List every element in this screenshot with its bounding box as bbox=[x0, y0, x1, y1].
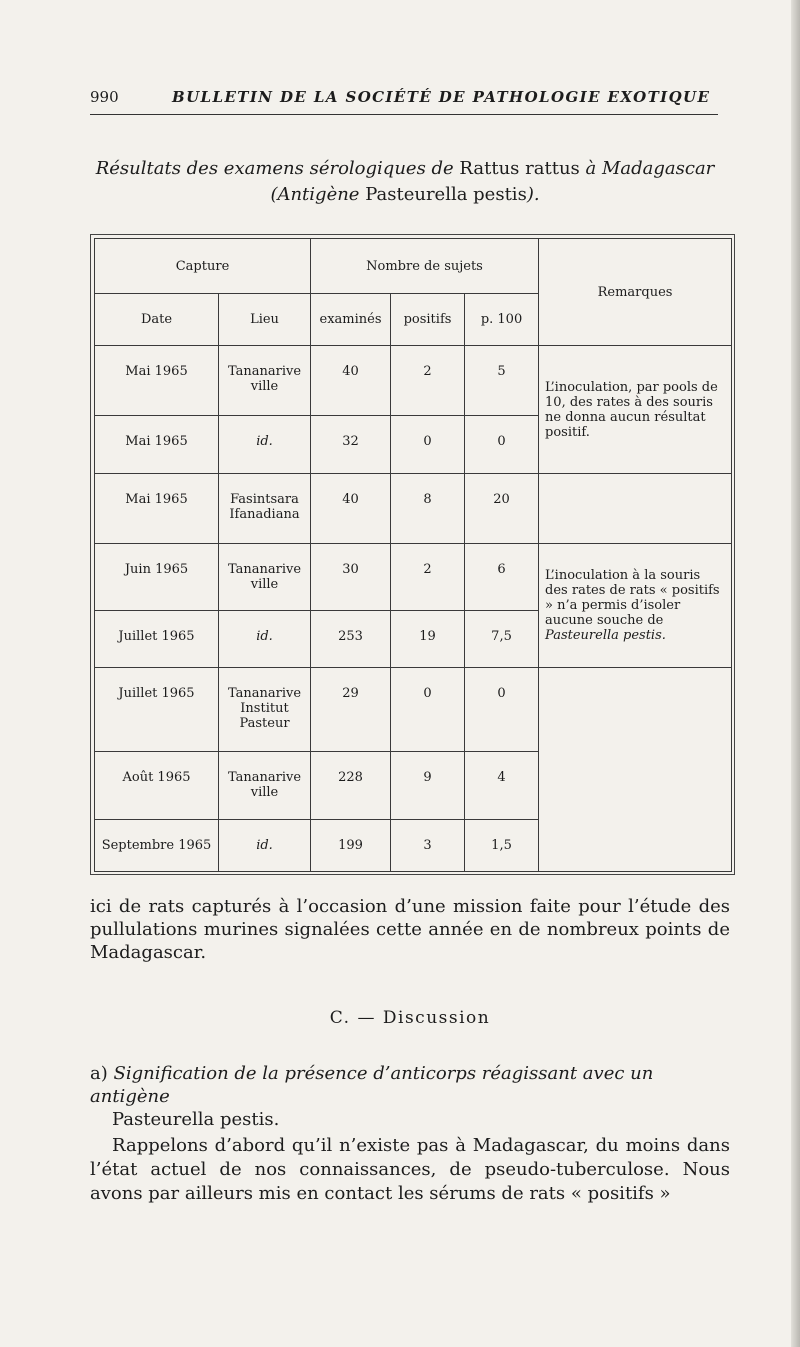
header-date: Date bbox=[95, 294, 219, 346]
cell-date: Mai 1965 bbox=[95, 416, 219, 474]
subsection-title: Signification de la présence d’anticorps réagissant avec un antigène bbox=[90, 1063, 654, 1107]
section-heading: C. — Discussion bbox=[329, 1008, 491, 1028]
cell-date: Mai 1965 bbox=[95, 474, 219, 544]
header-positifs: positifs bbox=[391, 294, 465, 346]
cell-date: Juillet 1965 bbox=[95, 668, 219, 752]
header-capture: Capture bbox=[95, 239, 311, 294]
table-row bbox=[95, 346, 732, 416]
remark-cell-1: L’inoculation, par pools de 10, des rates à des souris ne donna aucun résultat positif. bbox=[539, 346, 732, 474]
table-row bbox=[95, 668, 732, 752]
table-title bbox=[90, 156, 720, 208]
subsection-title-antigen: Pasteurella pestis. bbox=[112, 1109, 280, 1130]
cell-examines: 228 bbox=[311, 752, 391, 820]
cell-pct: 0 bbox=[465, 668, 539, 752]
table-row bbox=[95, 474, 732, 544]
header-examines: examinés bbox=[311, 294, 391, 346]
table-title-line-2: (Antigène Pasteurella pestis). bbox=[270, 184, 540, 205]
header-lieu: Lieu bbox=[219, 294, 311, 346]
cell-positifs: 9 bbox=[391, 752, 465, 820]
cell-lieu: id. bbox=[219, 416, 311, 474]
cell-lieu: Tananarive Institut Pasteur bbox=[219, 668, 311, 752]
remark-cell-empty bbox=[539, 474, 732, 544]
subsection-label: a) bbox=[90, 1063, 114, 1084]
results-table bbox=[94, 238, 732, 872]
table-title-line-1: Résultats des examens sérologiques de Rattus rattus à Madagascar bbox=[95, 158, 715, 179]
cell-examines: 29 bbox=[311, 668, 391, 752]
cell-date: Juillet 1965 bbox=[95, 611, 219, 668]
cell-pct: 6 bbox=[465, 544, 539, 611]
cell-date: Août 1965 bbox=[95, 752, 219, 820]
antigen-name: Pasteurella pestis bbox=[365, 184, 527, 205]
cell-examines: 40 bbox=[311, 474, 391, 544]
cell-positifs: 8 bbox=[391, 474, 465, 544]
cell-date: Mai 1965 bbox=[95, 346, 219, 416]
header-rule bbox=[90, 114, 718, 115]
cell-lieu: Tananarive ville bbox=[219, 752, 311, 820]
remark-cell-empty bbox=[539, 668, 732, 872]
cell-examines: 40 bbox=[311, 346, 391, 416]
cell-positifs: 2 bbox=[391, 346, 465, 416]
page-number: 990 bbox=[90, 88, 119, 106]
cell-lieu: Tananarive ville bbox=[219, 346, 311, 416]
cell-lieu: id. bbox=[219, 611, 311, 668]
header-nombre: Nombre de sujets bbox=[311, 239, 539, 294]
cell-positifs: 0 bbox=[391, 416, 465, 474]
cell-lieu: Tananarive ville bbox=[219, 544, 311, 611]
cell-examines: 30 bbox=[311, 544, 391, 611]
subsection-heading bbox=[90, 1062, 730, 1131]
cell-pct: 20 bbox=[465, 474, 539, 544]
cell-examines: 199 bbox=[311, 820, 391, 872]
cell-date: Septembre 1965 bbox=[95, 820, 219, 872]
cell-lieu: id. bbox=[219, 820, 311, 872]
page-edge-shadow bbox=[791, 0, 800, 1347]
cell-examines: 32 bbox=[311, 416, 391, 474]
cell-examines: 253 bbox=[311, 611, 391, 668]
cell-positifs: 19 bbox=[391, 611, 465, 668]
header-pct: p. 100 bbox=[465, 294, 539, 346]
remark-cell-2: L’inoculation à la souris des rates de rats « positifs » n’a permis d’isoler aucune souche de Pasteurella pestis. bbox=[539, 544, 732, 668]
page-header bbox=[90, 86, 720, 110]
discussion-paragraph: Rappelons d’abord qu’il n’existe pas à Madagascar, du moins dans l’état actuel de nos connaissances, de pseudo-tuberculose. Nous avons par ailleurs mis en contact les sérums de rats « positifs » bbox=[90, 1135, 730, 1204]
cell-pct: 0 bbox=[465, 416, 539, 474]
species-name: Rattus rattus bbox=[459, 158, 580, 179]
cell-pct: 5 bbox=[465, 346, 539, 416]
cell-positifs: 2 bbox=[391, 544, 465, 611]
cell-positifs: 0 bbox=[391, 668, 465, 752]
cell-pct: 7,5 bbox=[465, 611, 539, 668]
results-table-frame bbox=[90, 234, 735, 875]
cell-positifs: 3 bbox=[391, 820, 465, 872]
body-text-paragraph: ici de rats capturés à l’occasion d’une mission faite pour l’étude des pullulations murines signalées cette année en de nombreux points de Madagascar. bbox=[90, 896, 730, 963]
cell-pct: 1,5 bbox=[465, 820, 539, 872]
running-head: BULLETIN DE LA SOCIÉTÉ DE PATHOLOGIE EXOTIQUE bbox=[172, 88, 711, 106]
header-remarques: Remarques bbox=[539, 239, 732, 346]
cell-date: Juin 1965 bbox=[95, 544, 219, 611]
cell-pct: 4 bbox=[465, 752, 539, 820]
table-row bbox=[95, 544, 732, 611]
cell-lieu: Fasintsara Ifanadiana bbox=[219, 474, 311, 544]
